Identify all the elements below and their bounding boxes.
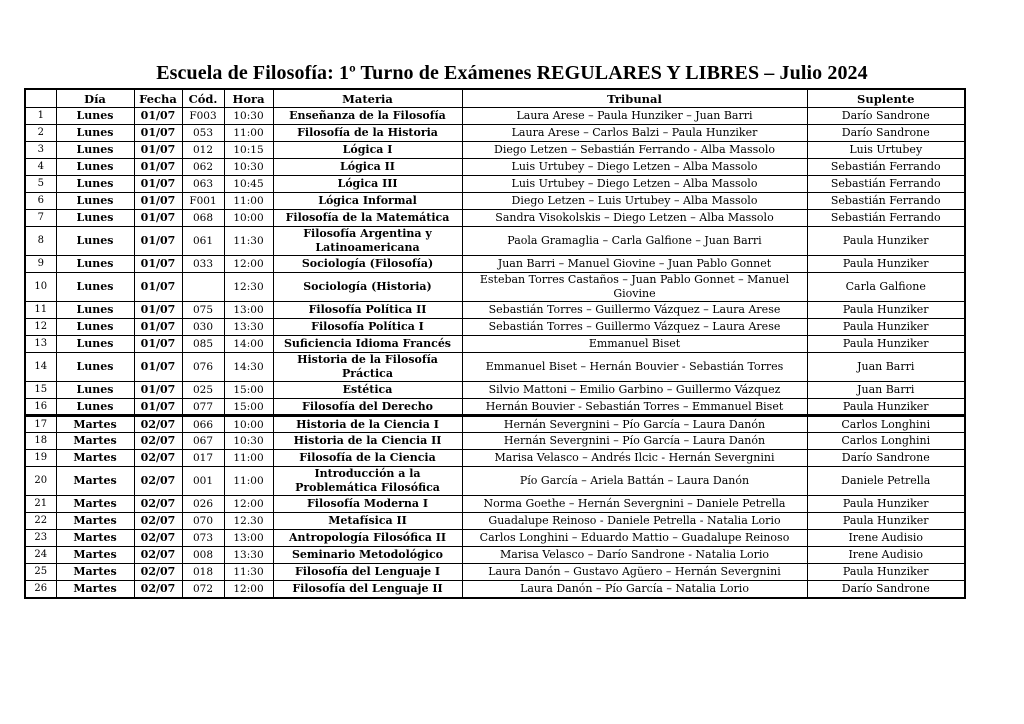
row-code: 085 [182, 336, 224, 353]
row-date: 02/07 [134, 564, 182, 581]
table-body [25, 108, 965, 598]
row-time: 10:00 [224, 416, 273, 433]
row-code: 053 [182, 125, 224, 142]
row-subject: Lógica II [273, 159, 462, 176]
table-row [25, 108, 965, 125]
row-code: 012 [182, 142, 224, 159]
row-time: 10:30 [224, 108, 273, 125]
row-code: 017 [182, 450, 224, 467]
row-number: 5 [25, 176, 56, 193]
row-date: 02/07 [134, 513, 182, 530]
row-date: 01/07 [134, 125, 182, 142]
row-date: 01/07 [134, 159, 182, 176]
table-row [25, 467, 965, 496]
row-tribunal: Laura Danón – Pío García – Natalia Lorio [462, 581, 807, 598]
row-tribunal: Hernán Severgnini – Pío García – Laura Danón [462, 416, 807, 433]
row-code: 030 [182, 319, 224, 336]
row-code: F003 [182, 108, 224, 125]
table-row [25, 125, 965, 142]
row-tribunal: Laura Arese – Carlos Balzi – Paula Hunziker [462, 125, 807, 142]
row-time: 12:00 [224, 256, 273, 273]
row-code: 070 [182, 513, 224, 530]
row-subject: Filosofía Argentina y Latinoamericana [273, 227, 462, 256]
row-time: 11:00 [224, 193, 273, 210]
table-row [25, 416, 965, 433]
row-date: 01/07 [134, 319, 182, 336]
table-row [25, 302, 965, 319]
row-day: Lunes [56, 382, 134, 399]
row-day: Lunes [56, 256, 134, 273]
row-substitute: Paula Hunziker [807, 496, 965, 513]
row-substitute: Juan Barri [807, 353, 965, 382]
table-row [25, 581, 965, 598]
row-number: 14 [25, 353, 56, 382]
exam-schedule-table [24, 88, 966, 599]
row-tribunal: Marisa Velasco – Darío Sandrone - Natalia Lorio [462, 547, 807, 564]
row-number: 17 [25, 416, 56, 433]
table-row [25, 353, 965, 382]
row-substitute: Irene Audisio [807, 530, 965, 547]
row-date: 01/07 [134, 176, 182, 193]
row-substitute: Darío Sandrone [807, 125, 965, 142]
table-row [25, 210, 965, 227]
row-substitute: Sebastián Ferrando [807, 159, 965, 176]
table-row [25, 336, 965, 353]
row-number: 20 [25, 467, 56, 496]
row-substitute: Darío Sandrone [807, 450, 965, 467]
row-subject: Estética [273, 382, 462, 399]
row-subject: Filosofía Moderna I [273, 496, 462, 513]
header-time: Hora [224, 89, 273, 108]
row-date: 01/07 [134, 336, 182, 353]
row-code: 033 [182, 256, 224, 273]
row-substitute: Darío Sandrone [807, 108, 965, 125]
row-tribunal: Laura Arese – Paula Hunziker – Juan Barri [462, 108, 807, 125]
row-code: 008 [182, 547, 224, 564]
row-day: Martes [56, 547, 134, 564]
row-code: 061 [182, 227, 224, 256]
row-time: 10:00 [224, 210, 273, 227]
row-number: 2 [25, 125, 56, 142]
row-day: Lunes [56, 176, 134, 193]
row-subject: Historia de la Ciencia I [273, 416, 462, 433]
row-day: Martes [56, 450, 134, 467]
row-time: 11:00 [224, 125, 273, 142]
table-row [25, 433, 965, 450]
row-day: Martes [56, 416, 134, 433]
row-subject: Historia de la Filosofía Práctica [273, 353, 462, 382]
row-substitute: Paula Hunziker [807, 302, 965, 319]
row-subject: Filosofía de la Matemática [273, 210, 462, 227]
row-day: Martes [56, 433, 134, 450]
row-date: 01/07 [134, 273, 182, 302]
row-date: 02/07 [134, 581, 182, 598]
row-substitute: Paula Hunziker [807, 336, 965, 353]
row-substitute: Paula Hunziker [807, 319, 965, 336]
row-code: 068 [182, 210, 224, 227]
row-subject: Lógica I [273, 142, 462, 159]
row-substitute: Carlos Longhini [807, 433, 965, 450]
row-code: 067 [182, 433, 224, 450]
row-tribunal: Sandra Visokolskis – Diego Letzen – Alba Massolo [462, 210, 807, 227]
header-date: Fecha [134, 89, 182, 108]
row-tribunal: Esteban Torres Castaños – Juan Pablo Gonnet – Manuel Giovine [462, 273, 807, 302]
row-date: 01/07 [134, 142, 182, 159]
row-tribunal: Luis Urtubey – Diego Letzen – Alba Massolo [462, 159, 807, 176]
row-day: Lunes [56, 108, 134, 125]
row-date: 01/07 [134, 256, 182, 273]
row-day: Lunes [56, 227, 134, 256]
row-day: Lunes [56, 319, 134, 336]
row-day: Lunes [56, 273, 134, 302]
row-date: 02/07 [134, 496, 182, 513]
row-time: 13:00 [224, 302, 273, 319]
row-substitute: Carlos Longhini [807, 416, 965, 433]
row-substitute: Juan Barri [807, 382, 965, 399]
row-day: Martes [56, 564, 134, 581]
table-row [25, 256, 965, 273]
table-row [25, 547, 965, 564]
table-row [25, 319, 965, 336]
row-number: 6 [25, 193, 56, 210]
row-code: F001 [182, 193, 224, 210]
row-number: 15 [25, 382, 56, 399]
table-header-row [25, 89, 965, 108]
row-substitute: Sebastián Ferrando [807, 193, 965, 210]
row-substitute: Paula Hunziker [807, 513, 965, 530]
row-number: 22 [25, 513, 56, 530]
row-subject: Filosofía del Lenguaje I [273, 564, 462, 581]
row-tribunal: Marisa Velasco – Andrés Ilcic - Hernán Severgnini [462, 450, 807, 467]
row-code [182, 273, 224, 302]
row-substitute: Irene Audisio [807, 547, 965, 564]
row-tribunal: Emmanuel Biset [462, 336, 807, 353]
row-date: 02/07 [134, 450, 182, 467]
row-day: Martes [56, 513, 134, 530]
row-day: Martes [56, 467, 134, 496]
table-row [25, 564, 965, 581]
row-number: 7 [25, 210, 56, 227]
row-code: 075 [182, 302, 224, 319]
row-tribunal: Luis Urtubey – Diego Letzen – Alba Massolo [462, 176, 807, 193]
row-number: 4 [25, 159, 56, 176]
row-subject: Sociología (Historia) [273, 273, 462, 302]
row-code: 062 [182, 159, 224, 176]
row-subject: Enseñanza de la Filosofía [273, 108, 462, 125]
row-number: 21 [25, 496, 56, 513]
row-substitute: Paula Hunziker [807, 564, 965, 581]
row-tribunal: Hernán Severgnini – Pío García – Laura Danón [462, 433, 807, 450]
row-date: 02/07 [134, 547, 182, 564]
row-date: 01/07 [134, 353, 182, 382]
page-title: Escuela de Filosofía: 1º Turno de Exámenes REGULARES Y LIBRES – Julio 2024 [156, 62, 868, 84]
row-number: 13 [25, 336, 56, 353]
row-time: 14:00 [224, 336, 273, 353]
row-number: 9 [25, 256, 56, 273]
row-substitute: Darío Sandrone [807, 581, 965, 598]
row-day: Lunes [56, 336, 134, 353]
row-tribunal: Diego Letzen – Sebastián Ferrando - Alba Massolo [462, 142, 807, 159]
row-time: 13:30 [224, 319, 273, 336]
header-substitute: Suplente [807, 89, 965, 108]
row-code: 018 [182, 564, 224, 581]
row-time: 13:30 [224, 547, 273, 564]
row-day: Lunes [56, 353, 134, 382]
row-subject: Lógica III [273, 176, 462, 193]
row-tribunal: Norma Goethe – Hernán Severgnini – Daniele Petrella [462, 496, 807, 513]
row-tribunal: Paola Gramaglia – Carla Galfione – Juan Barri [462, 227, 807, 256]
row-code: 077 [182, 399, 224, 416]
row-time: 12:30 [224, 273, 273, 302]
row-time: 10:30 [224, 159, 273, 176]
row-day: Martes [56, 530, 134, 547]
row-day: Martes [56, 581, 134, 598]
row-tribunal: Sebastián Torres – Guillermo Vázquez – Laura Arese [462, 302, 807, 319]
header-tribunal: Tribunal [462, 89, 807, 108]
row-code: 063 [182, 176, 224, 193]
row-subject: Filosofía del Lenguaje II [273, 581, 462, 598]
row-tribunal: Juan Barri – Manuel Giovine – Juan Pablo Gonnet [462, 256, 807, 273]
row-code: 073 [182, 530, 224, 547]
table-row [25, 227, 965, 256]
row-subject: Antropología Filosófica II [273, 530, 462, 547]
row-substitute: Paula Hunziker [807, 256, 965, 273]
header-subject: Materia [273, 89, 462, 108]
row-subject: Filosofía Política II [273, 302, 462, 319]
row-substitute: Carla Galfione [807, 273, 965, 302]
row-day: Lunes [56, 125, 134, 142]
table-row [25, 450, 965, 467]
row-code: 025 [182, 382, 224, 399]
row-date: 01/07 [134, 227, 182, 256]
row-tribunal: Sebastián Torres – Guillermo Vázquez – Laura Arese [462, 319, 807, 336]
row-number: 11 [25, 302, 56, 319]
row-substitute: Sebastián Ferrando [807, 210, 965, 227]
row-subject: Filosofía de la Historia [273, 125, 462, 142]
row-date: 02/07 [134, 416, 182, 433]
row-date: 01/07 [134, 382, 182, 399]
header-number [25, 89, 56, 108]
row-tribunal: Emmanuel Biset – Hernán Bouvier - Sebastián Torres [462, 353, 807, 382]
row-subject: Filosofía Política I [273, 319, 462, 336]
row-time: 11:30 [224, 564, 273, 581]
row-date: 01/07 [134, 302, 182, 319]
row-number: 3 [25, 142, 56, 159]
header-code: Cód. [182, 89, 224, 108]
row-number: 10 [25, 273, 56, 302]
row-tribunal: Carlos Longhini – Eduardo Mattio – Guadalupe Reinoso [462, 530, 807, 547]
row-subject: Seminario Metodológico [273, 547, 462, 564]
row-substitute: Daniele Petrella [807, 467, 965, 496]
row-number: 23 [25, 530, 56, 547]
row-tribunal: Laura Danón – Gustavo Agüero – Hernán Severgnini [462, 564, 807, 581]
header-day: Día [56, 89, 134, 108]
table-row [25, 142, 965, 159]
row-subject: Suficiencia Idioma Francés [273, 336, 462, 353]
table-row [25, 399, 965, 416]
table-row [25, 193, 965, 210]
row-subject: Historia de la Ciencia II [273, 433, 462, 450]
row-number: 26 [25, 581, 56, 598]
row-substitute: Luis Urtubey [807, 142, 965, 159]
table-row [25, 382, 965, 399]
row-code: 066 [182, 416, 224, 433]
table-row [25, 159, 965, 176]
table-row [25, 530, 965, 547]
row-substitute: Paula Hunziker [807, 399, 965, 416]
row-time: 14:30 [224, 353, 273, 382]
table-row [25, 176, 965, 193]
row-number: 18 [25, 433, 56, 450]
row-subject: Lógica Informal [273, 193, 462, 210]
row-time: 11:30 [224, 227, 273, 256]
row-number: 24 [25, 547, 56, 564]
row-tribunal: Diego Letzen – Luis Urtubey – Alba Massolo [462, 193, 807, 210]
row-time: 11:00 [224, 467, 273, 496]
row-substitute: Sebastián Ferrando [807, 176, 965, 193]
row-time: 13:00 [224, 530, 273, 547]
row-subject: Introducción a la Problemática Filosófica [273, 467, 462, 496]
row-time: 11:00 [224, 450, 273, 467]
row-time: 12:00 [224, 496, 273, 513]
row-subject: Filosofía del Derecho [273, 399, 462, 416]
row-date: 02/07 [134, 467, 182, 496]
row-time: 10:30 [224, 433, 273, 450]
row-subject: Filosofía de la Ciencia [273, 450, 462, 467]
row-substitute: Paula Hunziker [807, 227, 965, 256]
row-day: Lunes [56, 193, 134, 210]
row-date: 02/07 [134, 433, 182, 450]
row-code: 026 [182, 496, 224, 513]
row-tribunal: Silvio Mattoni – Emilio Garbino – Guillermo Vázquez [462, 382, 807, 399]
table-row [25, 273, 965, 302]
row-subject: Sociología (Filosofía) [273, 256, 462, 273]
row-number: 19 [25, 450, 56, 467]
row-number: 16 [25, 399, 56, 416]
row-number: 1 [25, 108, 56, 125]
row-time: 12:00 [224, 581, 273, 598]
row-date: 01/07 [134, 193, 182, 210]
row-date: 01/07 [134, 210, 182, 227]
row-code: 076 [182, 353, 224, 382]
row-number: 25 [25, 564, 56, 581]
row-time: 10:45 [224, 176, 273, 193]
row-day: Lunes [56, 399, 134, 416]
table-row [25, 496, 965, 513]
row-time: 10:15 [224, 142, 273, 159]
row-subject: Metafísica II [273, 513, 462, 530]
row-tribunal: Guadalupe Reinoso - Daniele Petrella - Natalia Lorio [462, 513, 807, 530]
row-code: 001 [182, 467, 224, 496]
row-time: 12.30 [224, 513, 273, 530]
row-date: 01/07 [134, 108, 182, 125]
row-day: Martes [56, 496, 134, 513]
row-date: 02/07 [134, 530, 182, 547]
row-day: Lunes [56, 302, 134, 319]
row-number: 12 [25, 319, 56, 336]
row-day: Lunes [56, 159, 134, 176]
row-time: 15:00 [224, 399, 273, 416]
row-date: 01/07 [134, 399, 182, 416]
row-day: Lunes [56, 210, 134, 227]
row-tribunal: Hernán Bouvier - Sebastián Torres – Emmanuel Biset [462, 399, 807, 416]
row-number: 8 [25, 227, 56, 256]
table-row [25, 513, 965, 530]
row-code: 072 [182, 581, 224, 598]
row-tribunal: Pío García – Ariela Battán – Laura Danón [462, 467, 807, 496]
row-day: Lunes [56, 142, 134, 159]
row-time: 15:00 [224, 382, 273, 399]
